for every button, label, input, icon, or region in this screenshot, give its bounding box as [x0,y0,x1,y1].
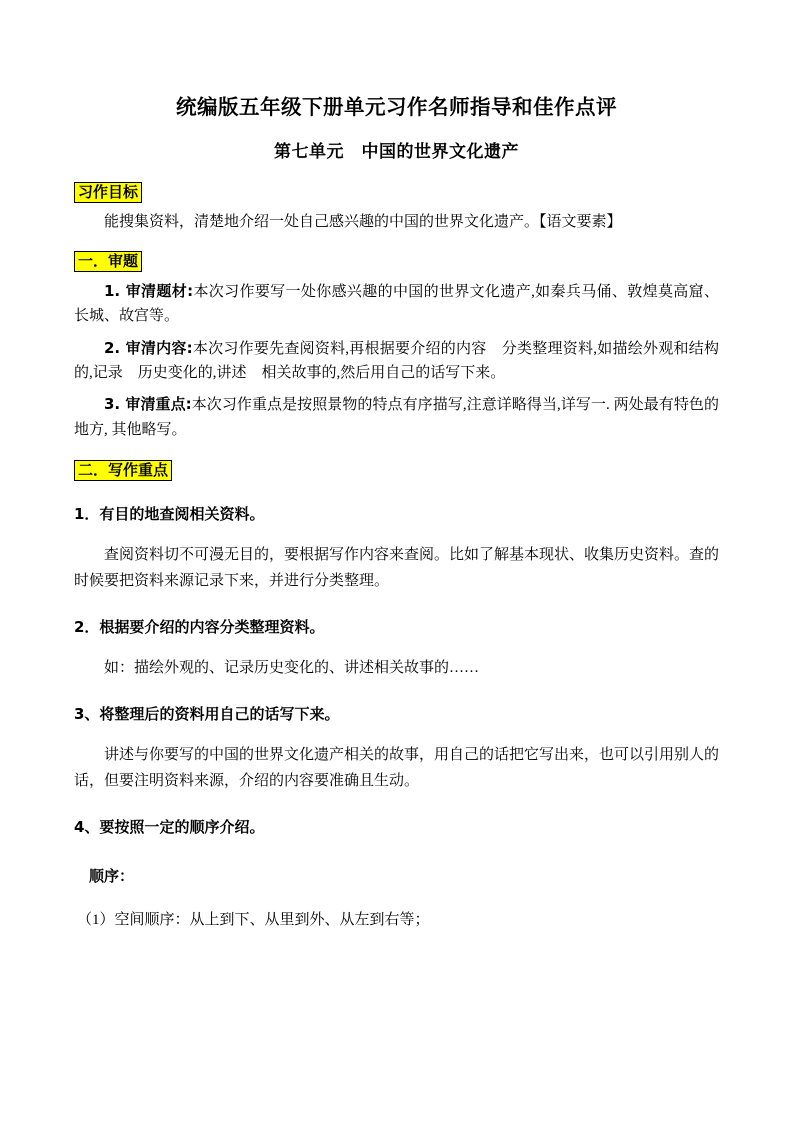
goal-text: 能搜集资料，清楚地介绍一处自己感兴趣的中国的世界文化遗产。【语文要素】 [104,214,622,231]
shenti-item-2-lead: 2. 审清内容: [104,338,193,357]
order-item-1: （1）空间顺序：从上到下、从里到外、从左到右等； [77,911,430,928]
shenti-item-3 [74,392,719,442]
shenti-item-3-text: 本次习作重点是按照景物的特点有序描写,注意详略得当,详写一. 两处最有特色的地方, 其他略写。 [74,397,719,438]
section-writing-label: 二．写作重点 [74,460,172,482]
section-shenti-label: 一．审题 [74,251,142,273]
shenti-item-3-lead: 3. 审清重点: [104,395,192,414]
section-writing-header [74,460,719,482]
point-1-body: 查阅资料切不可漫无目的，要根据写作内容来查阅。比如了解基本现状、收集历史资料。查的时候要把资料来源记录下来，并进行分类整理。 [74,546,720,590]
shenti-item-1-lead: 1. 审清题材: [104,282,194,301]
point-1-heading: 1．有目的地查阅相关资料。 [74,505,265,524]
goal-label: 习作目标 [74,182,142,204]
order-label: 顺序： [89,866,135,885]
point-4-heading: 4、要按照一定的顺序介绍。 [74,818,265,837]
shenti-item-1-text: 本次习作要写一处你感兴趣的中国的世界文化遗产,如秦兵马俑、敦煌莫高窟、长城、故宫等。 [74,284,719,325]
shenti-item-2 [74,336,719,386]
shenti-item-1 [74,279,719,329]
section-shenti-header [74,251,719,273]
shenti-item-2-text: 本次习作要先查阅资料,再根据要介绍的内容 分类整理资料,如描绘外观和结构的,记录 历史变化的,讲述 相关故事的,然后用自己的话写下来。 [74,340,719,381]
point-2-heading: 2．根据要介绍的内容分类整理资料。 [74,618,325,637]
goal-section [74,182,719,204]
point-3-body: 讲述与你要写的中国的世界文化遗产相关的故事，用自己的话把它写出来，也可以引用别人的话，但要注明资料来源，介绍的内容要准确且生动。 [74,746,720,789]
point-2-body: 如：描绘外观的、记录历史变化的、讲述相关故事的…… [104,659,480,676]
page-title: 统编版五年级下册单元习作名师指导和佳作点评 [176,95,617,119]
point-3-heading: 3、将整理后的资料用自己的话写下来。 [74,705,340,724]
page-subtitle: 第七单元 中国的世界文化遗产 [274,141,519,162]
